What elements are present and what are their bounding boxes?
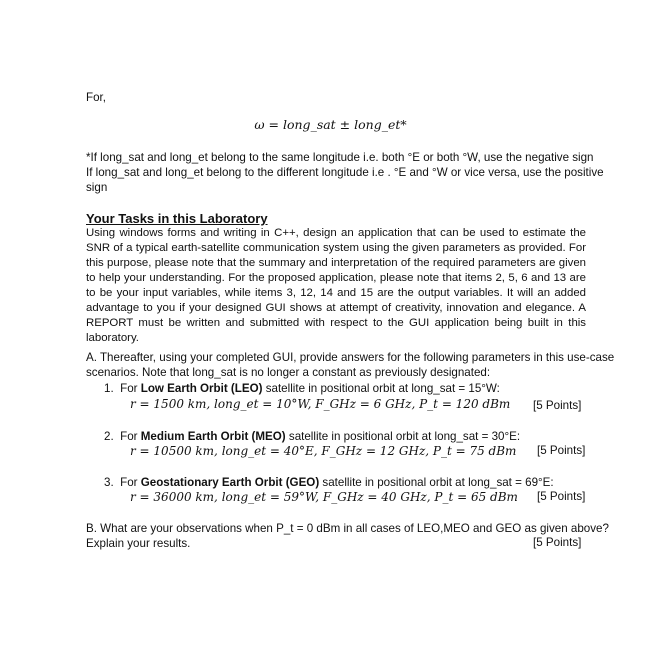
leo-points: [5 Points] xyxy=(533,399,582,412)
item-number: 1. xyxy=(104,382,114,395)
item-number: 2. xyxy=(104,430,114,443)
orbit-name: Geostationary Earth Orbit (GEO) xyxy=(140,476,320,489)
geo-points: [5 Points] xyxy=(537,490,586,503)
item-number: 3. xyxy=(104,476,114,489)
item-prefix: For xyxy=(120,476,141,489)
tasks-heading: Your Tasks in this Laboratory xyxy=(86,211,268,226)
item-suffix: satellite in positional orbit at long_sat = 30°E: xyxy=(285,430,521,443)
omega-formula: ω = long_sat ± long_et* xyxy=(254,117,407,132)
item-suffix: satellite in positional orbit at long_sat = 15°W: xyxy=(262,382,500,395)
part-b-line-2: Explain your results. xyxy=(86,537,191,550)
list-item-meo xyxy=(104,429,520,444)
leo-params: r = 1500 km, long_et = 10°W, F_GHz = 6 GHz, P_t = 120 dBm xyxy=(130,397,511,411)
part-b-points: [5 Points] xyxy=(533,536,582,549)
meo-points: [5 Points] xyxy=(537,444,586,457)
intro-text: For, xyxy=(86,91,106,104)
part-a-line-1: A. Thereafter, using your completed GUI, provide answers for the following parameters in this use-case xyxy=(86,351,615,364)
list-item-leo xyxy=(104,381,500,396)
orbit-name: Medium Earth Orbit (MEO) xyxy=(140,430,286,443)
orbit-name: Low Earth Orbit (LEO) xyxy=(140,382,263,395)
meo-params: r = 10500 km, long_et = 40°E, F_GHz = 12 GHz, P_t = 75 dBm xyxy=(130,444,517,458)
tasks-paragraph: Using windows forms and writing in C++, design an application that can be used to estimate the SNR of a typical earth-satellite communication system using the given parameters as provided. For this purpose, please note that the summary and interpretation of the required parameters are given to help your understanding. For the proposed application, please note that items 2, 5, 6 and 13 are to be your input variables, while items 3, 12, 14 and 15 are the output variables. It will an added advantage to you if your designed GUI shows at attempt of creativity, innovation and elegance. A REPORT must be written and submitted with respect to the GUI application being built in this laboratory. xyxy=(86,227,586,344)
part-b-line-1: B. What are your observations when P_t = 0 dBm in all cases of LEO,MEO and GEO as given above? xyxy=(86,522,609,535)
part-a-line-2: scenarios. Note that long_sat is no longer a constant as previously designated: xyxy=(86,366,491,379)
item-suffix: satellite in positional orbit at long_sat = 69°E: xyxy=(319,476,554,489)
note-line-1: *If long_sat and long_et belong to the same longitude i.e. both °E or both °W, use the negative sign xyxy=(86,151,594,164)
list-item-geo xyxy=(104,475,554,490)
note-line-3: sign xyxy=(86,181,108,194)
note-line-2: If long_sat and long_et belong to the different longitude i.e . °E and °W or vice versa, use the positive xyxy=(86,166,604,179)
item-prefix: For xyxy=(120,382,141,395)
geo-params: r = 36000 km, long_et = 59°W, F_GHz = 40 GHz, P_t = 65 dBm xyxy=(130,490,518,504)
item-prefix: For xyxy=(120,430,141,443)
